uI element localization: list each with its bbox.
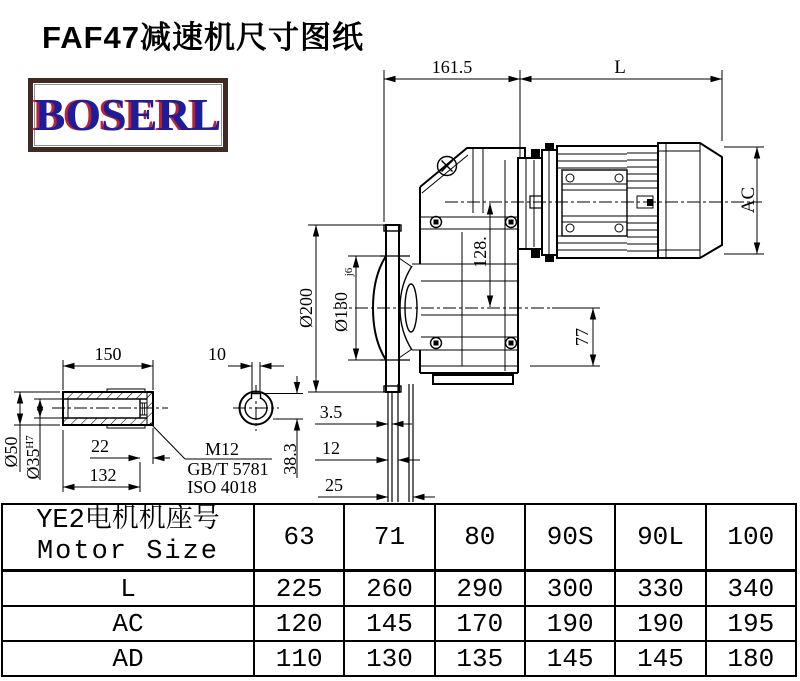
dim-L: L	[614, 57, 626, 78]
cell-AC-80: 170	[435, 606, 525, 641]
label-M12: M12	[204, 439, 240, 459]
header-motor-size-en: Motor Size	[36, 537, 220, 567]
size-col-80: 80	[435, 504, 525, 571]
dimensions	[14, 70, 764, 497]
motor-adapter	[518, 149, 542, 258]
dim-25: 25	[325, 475, 343, 495]
table-row-L	[2, 571, 796, 607]
cell-AC-90s: 190	[525, 606, 615, 641]
cell-AC-90l: 190	[615, 606, 705, 641]
dim-3-5: 3.5	[319, 402, 343, 422]
dim-phi130: Ø130	[331, 292, 351, 332]
dim-77: 77	[572, 328, 592, 346]
cell-AC-100: 195	[706, 606, 796, 641]
cell-AD-100: 180	[706, 641, 796, 676]
centerlines	[52, 202, 762, 431]
cell-AD-80: 135	[435, 641, 525, 676]
cell-AD-63: 110	[254, 641, 344, 676]
cell-AD-90s: 145	[525, 641, 615, 676]
dim-128: 128.	[470, 236, 490, 268]
cell-L-71: 260	[344, 571, 434, 607]
dim-phi200: Ø200	[296, 288, 316, 328]
flange-stud-lines	[388, 384, 413, 502]
dim-phi50: Ø50	[1, 436, 21, 468]
size-col-71: 71	[344, 504, 434, 571]
size-col-63: 63	[254, 504, 344, 571]
fan-cowl	[658, 143, 722, 258]
cell-AD-90l: 145	[615, 641, 705, 676]
table-header-row	[2, 504, 796, 571]
row-label-L: L	[2, 571, 254, 607]
dim-phi35-fit: H7	[24, 435, 36, 449]
dim-10: 10	[208, 344, 226, 364]
dim-132: 132	[89, 465, 117, 485]
header-motor-size	[2, 504, 254, 571]
label-gbt-5781: GB/T 5781	[187, 459, 269, 479]
dim-phi130-fit: j6	[343, 267, 355, 277]
size-col-90s: 90S	[525, 504, 615, 571]
table-row-AC	[2, 606, 796, 641]
stator-block	[562, 170, 627, 236]
cell-AC-71: 145	[344, 606, 434, 641]
page-title: FAF47减速机尺寸图纸	[42, 20, 365, 55]
cell-L-90l: 330	[615, 571, 705, 607]
label-iso-4018: ISO 4018	[187, 477, 257, 497]
header-motor-size-cn: YE2电机机座号	[36, 505, 220, 536]
size-col-100: 100	[706, 504, 796, 571]
dim-38-3: 38.3	[280, 443, 300, 475]
cell-L-80: 290	[435, 571, 525, 607]
row-label-AD: AD	[2, 641, 254, 676]
motor-size-table	[1, 503, 797, 677]
dim-150: 150	[94, 344, 122, 364]
gearbox-housing	[412, 148, 525, 384]
size-col-90l: 90L	[615, 504, 705, 571]
cell-AD-71: 130	[344, 641, 434, 676]
cell-AC-63: 120	[254, 606, 344, 641]
logo-text: BOSERL	[34, 89, 222, 140]
table-row-AD	[2, 641, 796, 676]
cell-L-100: 340	[706, 571, 796, 607]
dim-phi35: Ø35	[23, 448, 43, 480]
dim-161-5: 161.5	[431, 57, 473, 77]
cell-L-90s: 300	[525, 571, 615, 607]
dim-AC: AC	[738, 186, 759, 214]
cell-L-63: 225	[254, 571, 344, 607]
dim-22: 22	[91, 436, 109, 456]
row-label-AC: AC	[2, 606, 254, 641]
dim-12: 12	[322, 438, 340, 458]
